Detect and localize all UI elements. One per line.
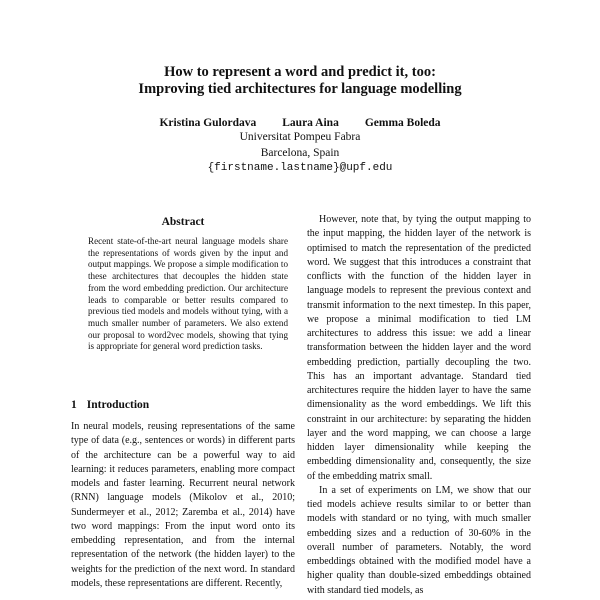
section-number: 1	[71, 399, 77, 411]
paragraph: In a set of experiments on LM, we show that our tied models achieve results similar to or better than models with standard or no tying, with much smaller embedding sizes and a reduction of 30-60% in the overall number of parameters. Notably, the word embeddings obtained with the modified model have a higher quality than double-sized embeddings obtained with standard tied models, as	[307, 484, 531, 596]
author-name: Laura Aina	[282, 117, 339, 129]
right-column	[307, 213, 531, 598]
author-name: Gemma Boleda	[364, 117, 441, 129]
paper-title	[60, 64, 540, 98]
author-list	[60, 116, 540, 130]
location: Barcelona, Spain	[260, 146, 340, 159]
title-line-1: How to represent a word and predict it, too:	[164, 64, 436, 80]
introduction-body	[71, 420, 295, 591]
abstract-body	[88, 236, 288, 353]
abstract-heading: Abstract	[161, 216, 205, 228]
affiliation: Universitat Pompeu Fabra	[239, 131, 361, 143]
title-line-2: Improving tied architectures for language modelling	[138, 81, 462, 97]
section-heading	[71, 398, 295, 412]
author-name: Kristina Gulordava	[159, 117, 257, 129]
paragraph: However, note that, by tying the output mapping to the input mapping, the hidden layer of the network is optimised to match the representation of the predicted word. We suggest that this introduces a constraint that conflicts with the function of the hidden layer in language models to represent the previous context and transmit information to the next timestep. In this paper, we propose a minimal modification to tied LM architectures to address this issue: we add a linear transformation between the hidden layer and the word embedding prediction, partially decoupling the two. This has an important advantage. Standard tied architectures require the hidden layer to have the same dimensionality as the word embeddings. We lift this constraint in our architecture: by separating the hidden layer and the word mapping, we can choose a large hidden layer dimensionality while keeping the embedding dimensionality and, consequently, the size of the embedding matrix small.	[307, 214, 531, 482]
abstract-text: Recent state-of-the-art neural language models share the representations of words given by the input and output mappings. We propose a simple modification to these architectures that decouples the hidden state from the word embedding prediction. Our architecture leads to comparable or better results compared to previous tied models and models without tying, with a much smaller number of parameters. We also extend our proposal to word2vec models, showing that tying is appropriate for general word prediction tasks.	[88, 236, 288, 352]
introduction-text: In neural models, reusing representations of the same type of data (e.g., sentences or words) in different parts of the architecture can be a powerful way to aid learning: it reduces parameters, enabling more compact models and faster learning. Recurrent neural network (RNN) language models (Mikolov et al., 2010; Sundermeyer et al., 2012; Zaremba et al., 2014) have two word mappings: From the input word onto its embedding representation, and from the internal representation of the network (the hidden layer) to the weights for the prediction of the next word. In standard models, these representations are different. Recently,	[71, 421, 295, 589]
section-title: Introduction	[86, 399, 150, 411]
email: {firstname.lastname}@upf.edu	[207, 162, 393, 174]
affiliation-block	[60, 130, 540, 177]
